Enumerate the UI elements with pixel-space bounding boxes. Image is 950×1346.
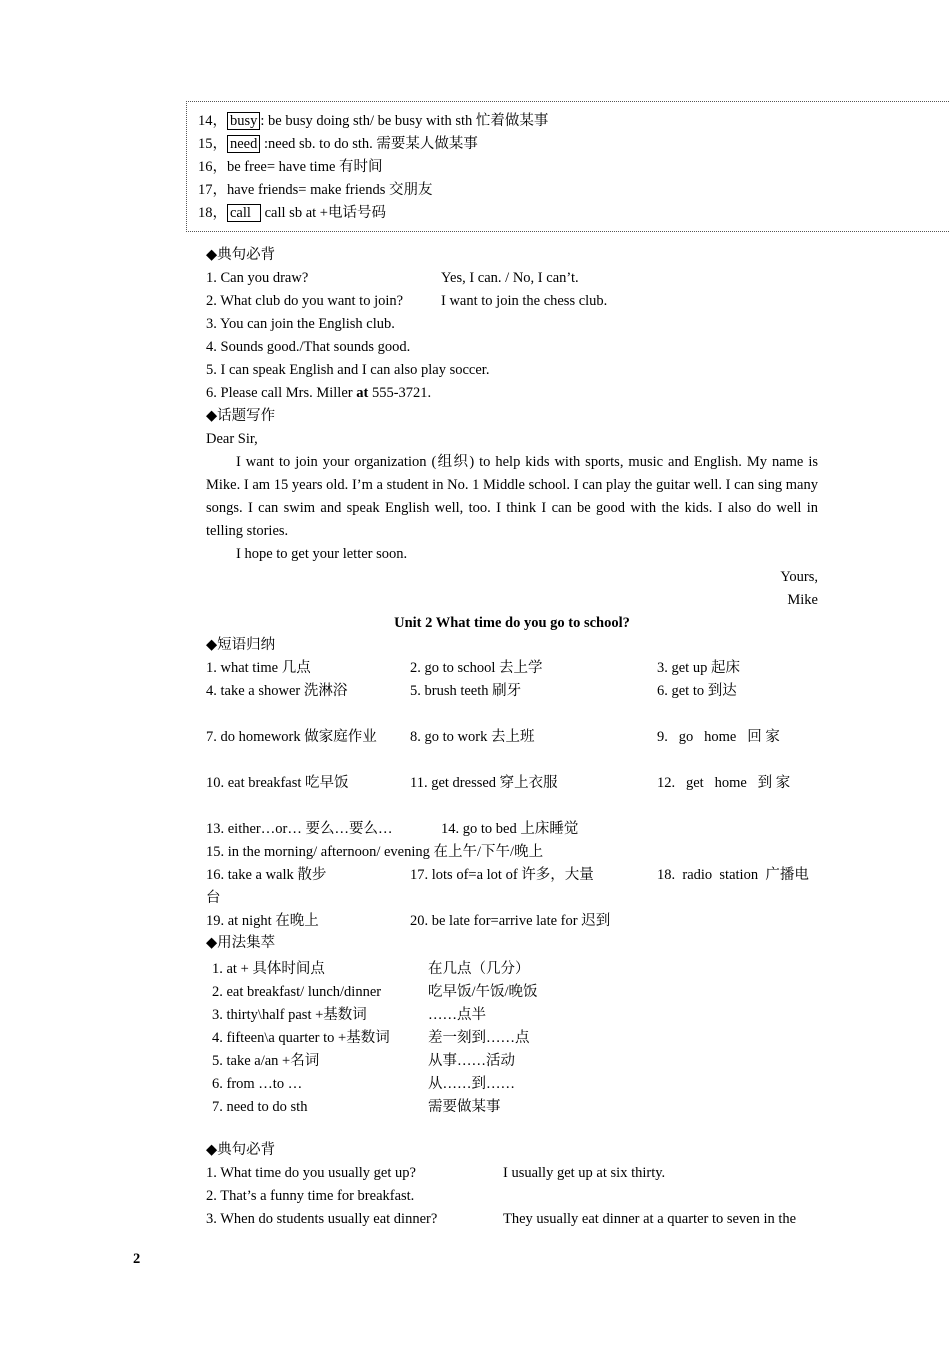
letter-body: I want to join your organization (组织) to help kids with sports, music and English. My name is Mike. I am 15 years old. I’m a student in No. 1 Middle school. I can play the guitar well. I can sing many songs. I can swim and speak English well, too. I think I can be good with the kids. I also do well in telling stories. xyxy=(206,454,818,539)
usage-item: 6. from …to … xyxy=(212,1076,303,1092)
row-text: :need sb. to do sth. 需要某人做某事 xyxy=(260,136,478,152)
row-text: be free= have time 有时间 xyxy=(227,159,383,175)
sentence xyxy=(206,384,431,402)
phrase-item: 1. what time 几点 xyxy=(206,660,311,676)
letter-signature: Mike xyxy=(787,592,818,608)
page-number: 2 xyxy=(133,1251,141,1267)
row-number: 17， xyxy=(198,182,227,198)
phrase-item: 14. go to bed 上床睡觉 xyxy=(441,821,579,837)
sentence-answer: Yes, I can. / No, I can’t. xyxy=(441,270,579,286)
box-row-17 xyxy=(198,181,432,199)
sentence: 3. When do students usually eat dinner? xyxy=(206,1211,438,1227)
box-row-15 xyxy=(198,135,478,153)
usage-item: 4. fifteen\a quarter to +基数词 xyxy=(212,1030,390,1046)
section-heading: ◆用法集萃 xyxy=(206,935,276,951)
sentence: 3. You can join the English club. xyxy=(206,316,395,332)
row-number: 16， xyxy=(198,159,227,175)
sentence: 1. What time do you usually get up? xyxy=(206,1165,416,1181)
sentence: 1. Can you draw? xyxy=(206,270,309,286)
sentence-part: 6. Please call Mrs. Miller xyxy=(206,385,357,401)
phrase-item: 12. get home 到 家 xyxy=(657,775,791,791)
phrase-item: 10. eat breakfast 吃早饭 xyxy=(206,775,349,791)
usage-meaning: 需要做某事 xyxy=(428,1099,501,1115)
phrase-item-continued: 台 xyxy=(206,890,221,906)
sentence: 2. What club do you want to join? xyxy=(206,293,404,309)
phrase-item: 11. get dressed 穿上衣服 xyxy=(410,775,558,791)
row-text: have friends= make friends 交朋友 xyxy=(227,182,433,198)
letter-salutation: Dear Sir, xyxy=(206,431,258,447)
row-number: 15， xyxy=(198,136,227,152)
sentence-bold: at xyxy=(356,385,369,401)
row-text: call sb at +电话号码 xyxy=(261,205,386,221)
keyword-box: busy xyxy=(227,112,260,130)
phrase-item: 8. go to work 去上班 xyxy=(410,729,535,745)
sentence: 5. I can speak English and I can also play soccer. xyxy=(206,362,490,378)
unit-title: Unit 2 What time do you go to school? xyxy=(394,615,630,631)
usage-meaning: 从事……活动 xyxy=(428,1053,515,1069)
phrase-item: 7. do homework 做家庭作业 xyxy=(206,729,377,745)
phrase-item: 15. in the morning/ afternoon/ evening 在上午/下午/晚上 xyxy=(206,844,544,860)
phrase-item: 6. get to 到达 xyxy=(657,683,737,699)
sentence-answer: I usually get up at six thirty. xyxy=(503,1165,666,1181)
usage-item: 3. thirty\half past +基数词 xyxy=(212,1007,367,1023)
sentence-part: 555-3721. xyxy=(368,385,432,401)
row-number: 18， xyxy=(198,205,227,221)
usage-item: 1. at + 具体时间点 xyxy=(212,961,325,977)
phrase-item: 3. get up 起床 xyxy=(657,660,740,676)
section-heading: ◆典句必背 xyxy=(206,247,276,263)
phrase-item: 5. brush teeth 刷牙 xyxy=(410,683,522,699)
sentence: 4. Sounds good./That sounds good. xyxy=(206,339,411,355)
usage-meaning: 从……到…… xyxy=(428,1076,515,1092)
usage-item: 5. take a/an +名词 xyxy=(212,1053,320,1069)
section-heading: ◆典句必背 xyxy=(206,1142,276,1158)
keyword-box: call xyxy=(227,204,261,222)
phrase-item: 4. take a shower 洗淋浴 xyxy=(206,683,348,699)
box-row-16 xyxy=(198,158,383,176)
phrase-item: 19. at night 在晚上 xyxy=(206,913,319,929)
box-row-14 xyxy=(198,112,548,130)
usage-meaning: ……点半 xyxy=(428,1007,486,1023)
usage-item: 7. need to do sth xyxy=(212,1099,308,1115)
phrase-item: 13. either…or… 要么…要么… xyxy=(206,821,393,837)
section-heading: ◆短语归纳 xyxy=(206,637,276,653)
sentence: 2. That’s a funny time for breakfast. xyxy=(206,1188,415,1204)
row-text: : be busy doing sth/ be busy with sth 忙着做某事 xyxy=(260,113,549,129)
phrase-item: 20. be late for=arrive late for 迟到 xyxy=(410,913,611,929)
box-row-18 xyxy=(198,204,386,222)
phrase-item: 17. lots of=a lot of 许多，大量 xyxy=(410,867,594,883)
phrase-item: 2. go to school 去上学 xyxy=(410,660,543,676)
usage-meaning: 在几点（几分） xyxy=(428,961,530,977)
letter-closing: I hope to get your letter soon. xyxy=(236,546,408,562)
usage-meaning: 差一刻到……点 xyxy=(428,1030,530,1046)
letter-sign-off: Yours, xyxy=(780,569,818,585)
phrase-item: 16. take a walk 散步 xyxy=(206,867,327,883)
usage-item: 2. eat breakfast/ lunch/dinner xyxy=(212,984,382,1000)
sentence-answer: They usually eat dinner at a quarter to seven in the xyxy=(503,1211,797,1227)
sentence-answer: I want to join the chess club. xyxy=(441,293,608,309)
keyword-box: need xyxy=(227,135,260,153)
section-heading: ◆话题写作 xyxy=(206,408,276,424)
phrase-item: 18. radio station 广播电 xyxy=(657,867,809,883)
usage-meaning: 吃早饭/午饭/晚饭 xyxy=(428,984,538,1000)
row-number: 14， xyxy=(198,113,227,129)
phrase-item: 9. go home 回 家 xyxy=(657,729,780,745)
